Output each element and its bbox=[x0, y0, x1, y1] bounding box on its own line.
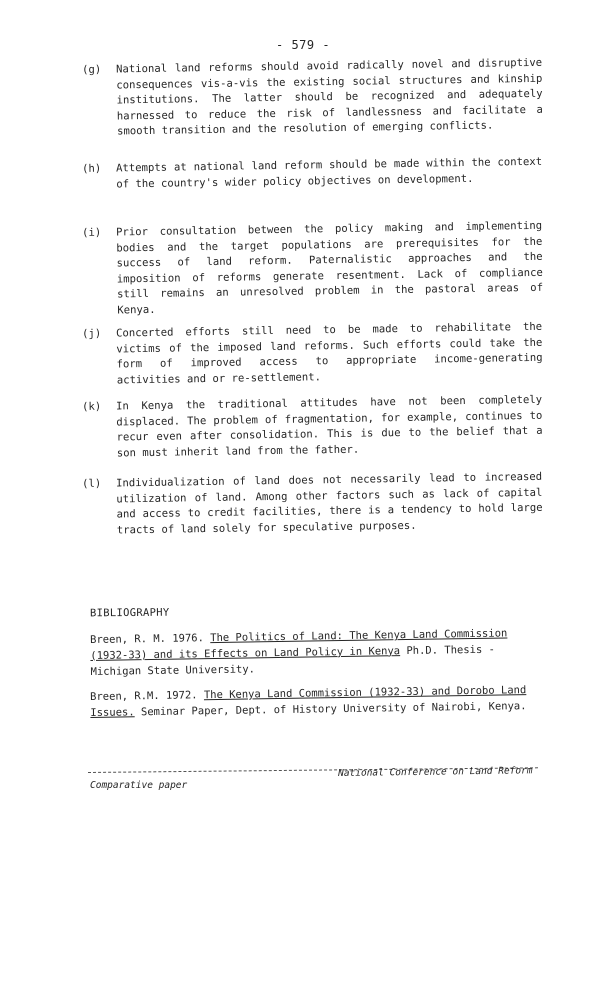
item-text: National land reforms should avoid radically novel and disruptive consequences vis-a-vis the existing social structures and kinship institutions. The latter should be recognized and adequately harnessed to reduce the risk of landlessness and facilitate a smooth transition and the resolution of emerging conflicts. bbox=[116, 56, 543, 138]
bib-author: Breen, R.M. 1972. bbox=[90, 689, 198, 703]
bib-title: The Politics of Land: The Kenya Land Commission (1932-33) and its Effects on Land Policy in Kenya bbox=[90, 627, 508, 662]
list-item-k bbox=[82, 393, 543, 463]
item-text: Prior consultation between the policy making and implementing bodies and the target populations are prerequisites for the success of land reform. Paternalistic approaches and the imposition of reforms generate resentment. Lack of compliance still remains an unresolved problem in the pastoral areas of Kenya. bbox=[116, 219, 544, 317]
item-marker: (j) bbox=[82, 327, 102, 340]
list-item-g bbox=[82, 56, 543, 141]
bibliography-heading: BIBLIOGRAPHY bbox=[89, 606, 170, 620]
footer-left: Comparative paper bbox=[90, 780, 188, 791]
page-number: - 579 - bbox=[276, 38, 331, 52]
footer-right: National Conference on Land Reform bbox=[338, 765, 533, 779]
list-item-j bbox=[82, 320, 543, 390]
item-text: Individualization of land does not necessarily lead to increased utilization of land. Among other factors such as lack of capital and access to credit facilities, there is a tendency to hold large tracts of land solely for speculative purposes. bbox=[116, 470, 543, 537]
item-marker: (k) bbox=[82, 400, 102, 413]
bib-details: Seminar Paper, Dept. of History University of Nairobi, Kenya. bbox=[140, 699, 527, 718]
list-item-i bbox=[82, 219, 543, 320]
item-text: Concerted efforts still need to be made to rehabilitate the victims of the imposed land reforms. Such efforts could take the form of improved access to appropriate income-generating activities and or re-settlement. bbox=[116, 320, 543, 387]
item-marker: (g) bbox=[82, 63, 102, 76]
list-item-h bbox=[82, 155, 542, 193]
item-marker: (i) bbox=[82, 226, 102, 239]
bibliography-entry bbox=[90, 683, 550, 722]
bib-author: Breen, R. M. 1976. bbox=[90, 632, 204, 646]
list-item-l bbox=[82, 470, 543, 540]
item-marker: (h) bbox=[82, 162, 102, 175]
bibliography-entry bbox=[90, 626, 551, 681]
bib-details: Ph.D. Thesis - Michigan State University. bbox=[90, 643, 496, 678]
item-text: In Kenya the traditional attitudes have not been completely displaced. The problem of fragmentation, for example, continues to recur even after consolidation. This is due to the belief that a son must inherit land from the father. bbox=[116, 393, 543, 460]
bib-title: The Kenya Land Commission (1932-33) and Dorobo Land Issues. bbox=[90, 684, 527, 719]
item-marker: (l) bbox=[82, 477, 102, 490]
item-text: Attempts at national land reform should be made within the context of the country's wider policy objectives on development. bbox=[116, 155, 543, 191]
